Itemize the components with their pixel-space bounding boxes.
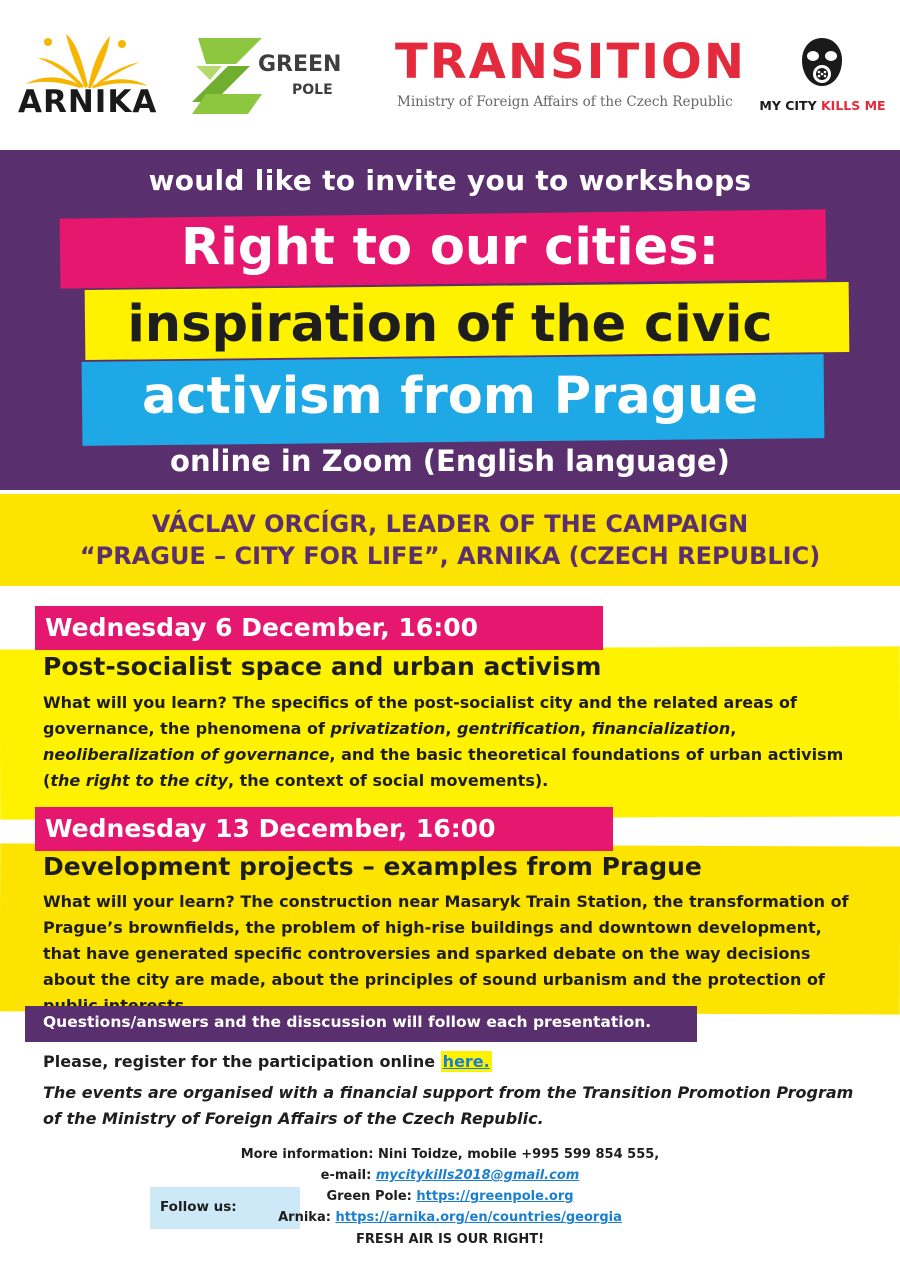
mycitykillsme-logo (755, 36, 890, 116)
speaker-text (0, 508, 900, 572)
session-1-sep-3: , (730, 719, 737, 738)
greenpole-mark-icon (192, 36, 262, 116)
contact-email-line (0, 1168, 900, 1183)
session-1-title: Post-socialist space and urban activism (43, 652, 602, 681)
register-link[interactable]: here. (442, 1052, 490, 1071)
session-1-text-a: What will you learn? The specifics of the post-socialist city and the related areas of governance, the phenomena of (43, 693, 797, 738)
greenpole-line (0, 1189, 900, 1204)
greenpole-link[interactable]: https://greenpole.org (416, 1189, 574, 1204)
follow-us-label: Follow us: (160, 1199, 237, 1215)
speaker-line-2: “PRAGUE – CITY FOR LIFE”, ARNIKA (CZECH REPUBLIC) (79, 542, 821, 570)
logo-bar (0, 0, 900, 150)
transition-logo-subtitle: Ministry of Foreign Affairs of the Czech Republic (397, 94, 733, 110)
slogan: FRESH AIR IS OUR RIGHT! (355, 1232, 545, 1247)
email-link[interactable]: mycitykills2018@gmail.com (375, 1168, 580, 1183)
session-2-date: Wednesday 13 December, 16:00 (35, 807, 613, 851)
session-1-em-4: neoliberalization of governance (43, 745, 330, 764)
transition-logo (395, 34, 747, 116)
greenpole-logo (192, 36, 352, 118)
session-1-description (43, 690, 863, 794)
session-2-title: Development projects – examples from Prague (43, 852, 702, 881)
arnika-link[interactable]: https://arnika.org/en/countries/georgia (335, 1210, 622, 1225)
register-text: Please, register for the participation online (43, 1052, 441, 1071)
gas-mask-icon (755, 36, 890, 92)
greenpole-logo-text-1: GREEN (258, 52, 342, 77)
support-note: The events are organised with a financial support from the Transition Promotion Program of the Ministry of Foreign Affairs of the Czech Republic. (43, 1083, 854, 1128)
mycity-text: MY CITY (759, 98, 821, 113)
arnika-line (0, 1210, 900, 1225)
arnika-logo (18, 30, 158, 120)
session-1-text-c: , the context of social movements). (227, 771, 549, 790)
speaker-line-1: VÁCLAV ORCÍGR, LEADER OF THE CAMPAIGN (151, 510, 749, 538)
register-line (43, 1052, 492, 1071)
greenpole-label: Green Pole: (326, 1189, 417, 1204)
title-line-2: inspiration of the civic (127, 295, 773, 354)
arnika-flower-icon (18, 30, 153, 90)
session-1-em-5: the right to the city (50, 771, 228, 790)
session-1-em-3: financialization (591, 719, 731, 738)
killsme-text: KILLS ME (821, 98, 886, 113)
title-line-1: Right to our cities: (180, 218, 720, 277)
session-1-sep-1: , (445, 719, 457, 738)
session-1-text-b: , and the basic theoretical foundations of urban activism ( (43, 745, 844, 790)
contact-info: More information: Nini Toidze, mobile +995 599 854 555, (240, 1147, 660, 1162)
session-2-description: What will your learn? The construction near Masaryk Train Station, the transformation of Prague’s brownfields, the problem of high-rise buildings and downtown development, that have generated specific controversies and sparked debate on the way decisions about the city are made, about the principles of sound urbanism and the protection of (43, 892, 849, 989)
arnika-logo-text: ARNIKA (18, 84, 158, 120)
greenpole-logo-text-2: POLE (292, 82, 333, 98)
session-1-sep-2: , (580, 719, 592, 738)
transition-logo-text: TRANSITION (395, 34, 747, 90)
session-1-em-2: gentrification (457, 719, 581, 738)
qa-text: Questions/answers and the disscussion will follow each presentation. (43, 1013, 652, 1031)
online-zoom-text: online in Zoom (English language) (170, 444, 730, 478)
session-1-date: Wednesday 6 December, 16:00 (35, 606, 603, 650)
mycitykillsme-logo-text (755, 98, 890, 113)
arnika-label: Arnika: (278, 1210, 336, 1225)
session-1-em-1: privatization (330, 719, 446, 738)
title-line-3: activism from Prague (141, 367, 759, 426)
invite-text: would like to invite you to workshops (148, 164, 752, 197)
email-label: e-mail: (320, 1168, 376, 1183)
